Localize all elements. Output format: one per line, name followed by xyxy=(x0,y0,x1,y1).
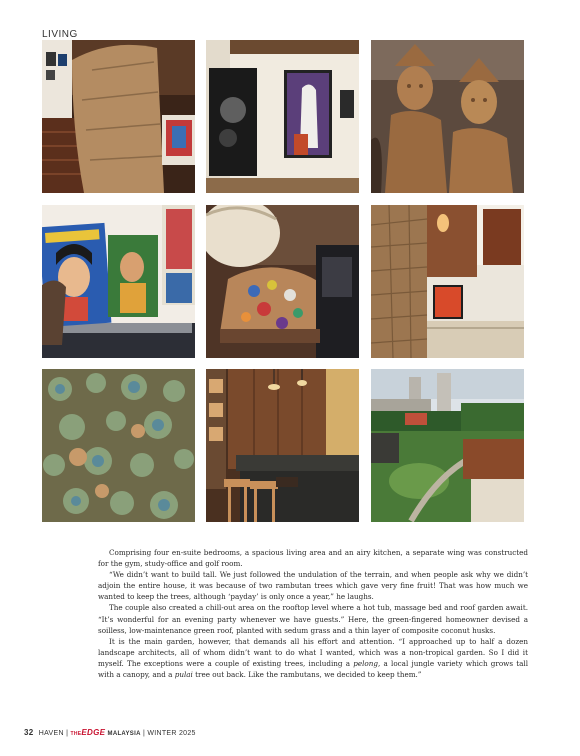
paragraph-2: “We didn’t want to build tall. We just followed the undulation of the terrain, and when people ask why we didn’t adjoin the entire house, it was because of two rambutan trees which gave very fine fruit! That was how much we wanted to keep the trees, although ‘payday’ is only once a year,” he laughs. xyxy=(98,570,528,602)
photo-succulent-roof xyxy=(42,369,195,522)
issue-date: WINTER 2025 xyxy=(147,730,196,737)
page-footer xyxy=(24,728,196,737)
photo-gallery-wall xyxy=(206,40,359,193)
footer-separator-2: | xyxy=(142,730,146,737)
paragraph-4 xyxy=(98,636,528,680)
paragraph-4-part-3: tree out back. Like the rambutans, we decided to keep them.” xyxy=(192,670,422,680)
footer-separator: | xyxy=(66,730,69,737)
term-pulai: pulai xyxy=(174,670,193,680)
paragraph-4-part-2: , a local jungle variety which grows tall with a canopy, and a xyxy=(98,658,528,680)
magazine-name: HAVEN xyxy=(38,730,64,737)
photo-pop-art xyxy=(42,205,195,358)
paragraph-4-part-1: It is the main garden, however, that demands all his effort and attention. “I approached up to half a dozen landscape architects, all of whom didn’t want to do what I wanted, which was a non-tropical garden. So I did it myself. The exceptions were a couple of existing trees, including a xyxy=(98,636,528,668)
brand-edge: EDGE xyxy=(81,728,106,737)
brand-the: THE xyxy=(70,731,82,737)
photo-aerial-garden xyxy=(371,369,524,522)
photo-stone-wall-staircase xyxy=(42,40,195,193)
article-body xyxy=(98,547,528,680)
section-label: LIVING xyxy=(42,29,78,40)
term-pelong: pelong xyxy=(353,658,378,668)
photo-carved-statues xyxy=(371,40,524,193)
photo-grid xyxy=(42,40,524,522)
photo-artist-palette xyxy=(206,205,359,358)
photo-stone-stairwell xyxy=(371,205,524,358)
page-number: 32 xyxy=(24,728,34,737)
brand-malaysia: MALAYSIA xyxy=(107,731,141,737)
paragraph-1: Comprising four en-suite bedrooms, a spacious living area and an airy kitchen, a separate wing was constructed for the gym, study-office and golf room. xyxy=(98,548,528,569)
photo-kitchen-bar xyxy=(206,369,359,522)
paragraph-3: The couple also created a chill-out area on the rooftop level where a hot tub, massage bed and roof garden await. “It’s wonderful for an evening party whenever we have guests.” Here, the green-fingered homeowner devised a soilless, low-maintenance green roof, planted with sedum grass and a thin layer of composite coconut husks. xyxy=(98,603,528,635)
